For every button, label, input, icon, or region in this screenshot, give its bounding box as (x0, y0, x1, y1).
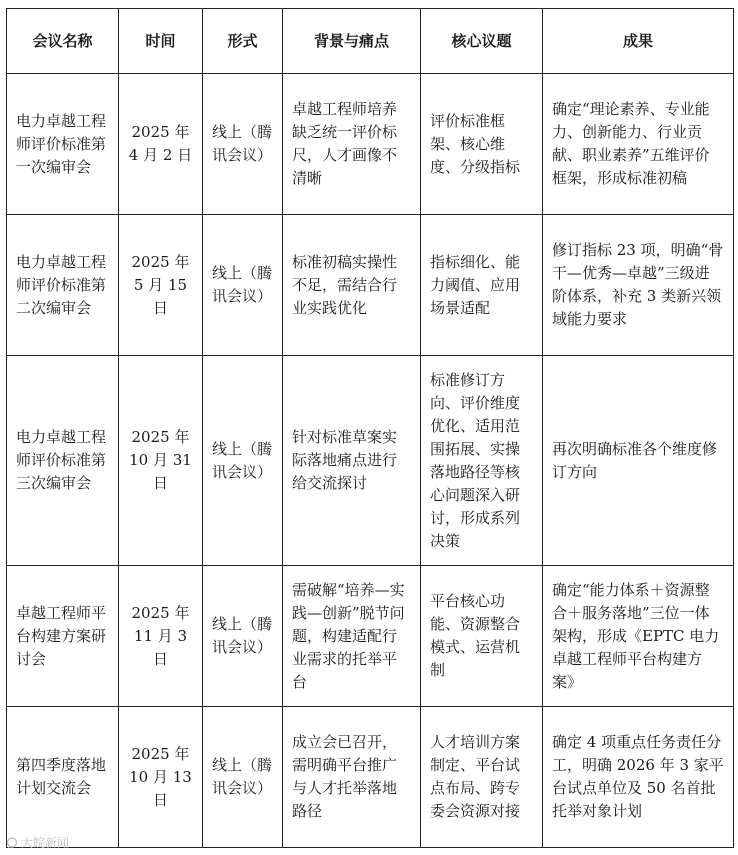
time-cell: 2025 年 10 月 31 日 (119, 356, 203, 566)
background-cell: 需破解“培养—实践—创新”脱节问题，构建适配行业需求的托举平台 (283, 566, 421, 707)
results-cell: 确定“理论素养、专业能力、创新能力、行业贡献、职业素养”五维评价框架，形成标准初稿 (543, 74, 734, 215)
core-topics-cell: 评价标准框架、核心维度、分级指标 (421, 74, 543, 215)
format-cell: 线上（腾讯会议） (203, 215, 283, 356)
results-cell: 修订指标 23 项，明确“骨干—优秀—卓越”三级进阶体系，补充 3 类新兴领域能力要求 (543, 215, 734, 356)
meeting-name-cell: 卓越工程师平台构建方案研讨会 (7, 566, 119, 707)
background-cell: 成立会已召开，需明确平台推广与人才托举落地路径 (283, 707, 421, 848)
header-background: 背景与痛点 (283, 9, 421, 74)
results-cell: 再次明确标准各个维度修订方向 (543, 356, 734, 566)
meeting-name-cell: 电力卓越工程师评价标准第三次编审会 (7, 356, 119, 566)
header-format: 形式 (203, 9, 283, 74)
results-cell: 确定“能力体系＋资源整合＋服务落地”三位一体架构，形成《EPTC 电力卓越工程师平台构建方案》 (543, 566, 734, 707)
core-topics-cell: 人才培训方案制定、平台试点布局、跨专委会资源对接 (421, 707, 543, 848)
core-topics-cell: 指标细化、能力阈值、应用场景适配 (421, 215, 543, 356)
core-topics-cell: 标准修订方向、评价维度优化、适用范围拓展、实操落地路径等核心问题深入研讨，形成系列决策 (421, 356, 543, 566)
watermark (6, 834, 69, 851)
meetings-table (6, 8, 734, 848)
speech-bubble-logo-icon (6, 837, 18, 849)
format-cell: 线上（腾讯会议） (203, 707, 283, 848)
background-cell: 标准初稿实操性不足，需结合行业实践优化 (283, 215, 421, 356)
table-row (7, 356, 734, 566)
time-cell: 2025 年 4 月 2 日 (119, 74, 203, 215)
table-row (7, 566, 734, 707)
format-cell: 线上（腾讯会议） (203, 74, 283, 215)
header-meeting-name: 会议名称 (7, 9, 119, 74)
format-cell: 线上（腾讯会议） (203, 356, 283, 566)
time-cell: 2025 年 10 月 13 日 (119, 707, 203, 848)
header-results: 成果 (543, 9, 734, 74)
background-cell: 针对标准草案实际落地痛点进行给交流探讨 (283, 356, 421, 566)
header-row (7, 9, 734, 74)
meeting-name-cell: 第四季度落地计划交流会 (7, 707, 119, 848)
meeting-name-cell: 电力卓越工程师评价标准第二次编审会 (7, 215, 119, 356)
time-cell: 2025 年 11 月 3 日 (119, 566, 203, 707)
core-topics-cell: 平台核心功能、资源整合模式、运营机制 (421, 566, 543, 707)
watermark-text: 大皖新闻 (21, 836, 70, 850)
table-row (7, 215, 734, 356)
background-cell: 卓越工程师培养缺乏统一评价标尺，人才画像不清晰 (283, 74, 421, 215)
time-cell: 2025 年 5 月 15 日 (119, 215, 203, 356)
meeting-name-cell: 电力卓越工程师评价标准第一次编审会 (7, 74, 119, 215)
format-cell: 线上（腾讯会议） (203, 566, 283, 707)
table-row (7, 74, 734, 215)
table-row (7, 707, 734, 848)
results-cell: 确定 4 项重点任务责任分工，明确 2026 年 3 家平台试点单位及 50 名首批托举对象计划 (543, 707, 734, 848)
header-time: 时间 (119, 9, 203, 74)
header-core-topics: 核心议题 (421, 9, 543, 74)
